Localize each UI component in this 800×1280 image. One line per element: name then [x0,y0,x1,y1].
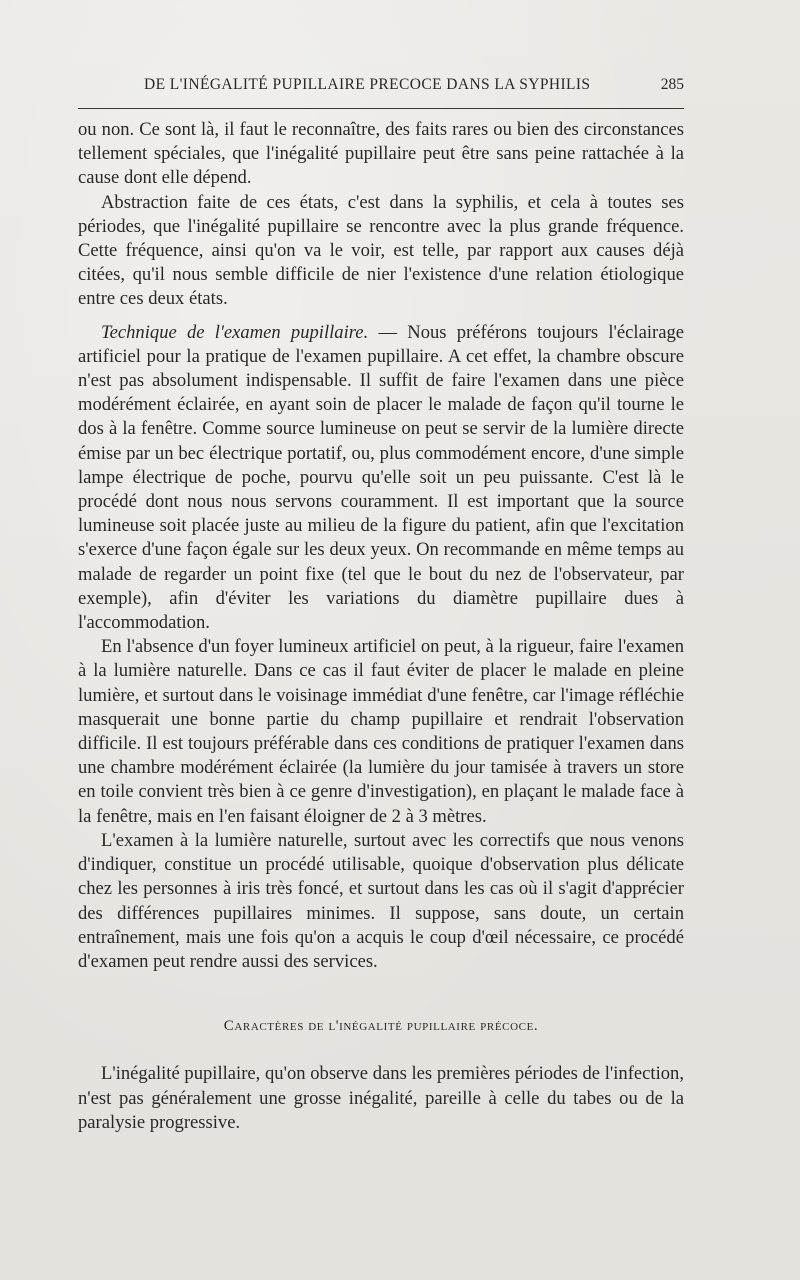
paragraph: L'examen à la lumière naturelle, surtout avec les correctifs que nous venons d'indiquer, constitue un procédé utilisable, quoique d'observation plus délicate chez les personnes à iris très foncé, et surtout dans les cas où il s'agit d'apprécier des différences pupillaires minimes. Il suppose, sans doute, un certain entraînement, mais une fois qu'on a acquis le coup d'œil nécessaire, ce procédé d'examen peut rendre aussi des services. [78,829,684,972]
technique-paragraph [78,321,684,636]
page-number: 285 [660,76,684,93]
paragraph: L'inégalité pupillaire, qu'on observe dans les premières périodes de l'infection, n'est pas généralement une grosse inégalité, pareille à celle du tabes ou de la paralysie progressive. [78,1063,684,1133]
em-dash: — [368,321,408,343]
section-title: Caractères de l'inégalité pupillaire précoce. [223,1018,539,1035]
paragraph: Abstraction faite de ces états, c'est dans la syphilis, et cela à toutes ses périodes, que l'inégalité pupillaire se rencontre avec la plus grande fréquence. Cette fréquence, ainsi qu'on va le voir, est telle, par rapport aux causes déjà citées, qu'il nous semble difficile de nier l'existence d'une relation étiologique entre ces deux états. [78,191,684,310]
italic-heading: Technique de l'examen pupillaire. [101,321,369,343]
page-header [78,76,684,98]
paragraph: ou non. Ce sont là, il faut le reconnaître, des faits rares ou bien des circonstances tellement spéciales, que l'inégalité pupillaire peut être sans peine rattachée à la cause dont elle dépend. [78,119,684,189]
running-head: DE L'INÉGALITÉ PUPILLAIRE PRECOCE DANS LA SYPHILIS [144,76,591,93]
body-text [78,118,684,1135]
header-rule [78,108,684,109]
paragraph-body: Nous préférons toujours l'éclairage artificiel pour la pratique de l'examen pupillaire. A cet effet, la chambre obscure n'est pas absolument indispensable. Il suffit de faire l'examen dans une pièce modérément éclairée, en ayant soin de placer le malade de façon qu'il tourne le dos à la fenêtre. Comme source lumineuse on peut se servir de la lumière directe émise par un bec électrique portatif, ou, plus commodément encore, d'une simple lampe électrique de poche, pourvu qu'elle soit un peu puissante. C'est là le procédé dont nous nous servons couramment. Il est important que la source lumineuse soit placée juste au milieu de la figure du patient, afin que l'excitation s'exerce d'une façon égale sur les deux yeux. On recommande en même temps au malade de regarder un point fixe (tel que le bout du nez de l'observateur, par exemple), afin d'éviter les variations du diamètre pupillaire dues à l'accommodation. [78,321,684,634]
paragraph: En l'absence d'un foyer lumineux artificiel on peut, à la rigueur, faire l'examen à la lumière naturelle. Dans ce cas il faut éviter de placer le malade en pleine lumière, et surtout dans le voisinage immédiat d'une fenêtre, car l'image réfléchie masquerait une bonne partie du champ pupillaire et rendrait l'observation difficile. Il est toujours préférable dans ces conditions de pratiquer l'examen dans une chambre modérément éclairée (la lumière du jour tamisée à travers un store en toile convient très bien à ce genre d'investigation), en plaçant le malade face à la fenêtre, mais en l'en faisant éloigner de 2 à 3 mètres. [78,636,684,827]
